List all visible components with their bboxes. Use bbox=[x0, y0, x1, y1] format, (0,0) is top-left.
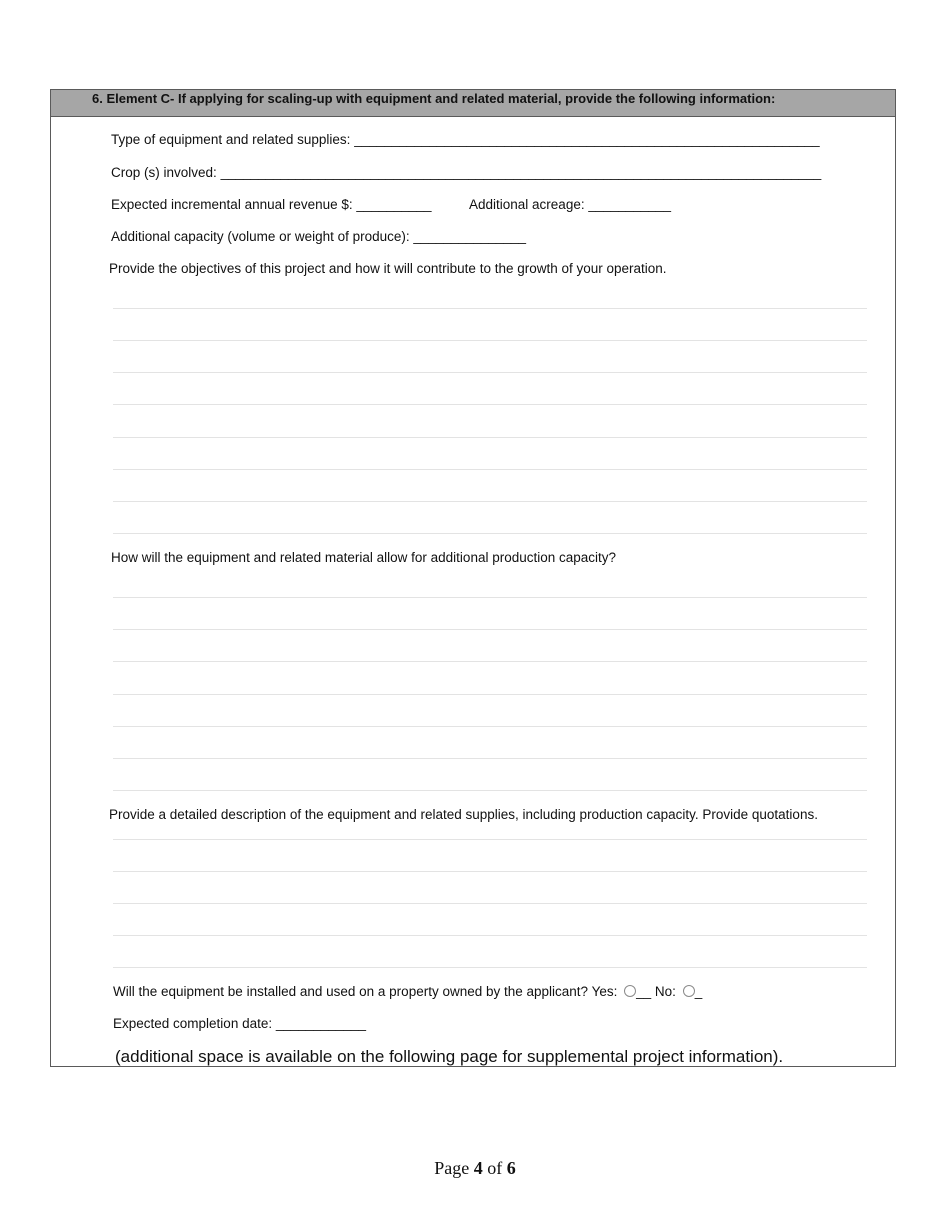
section-title: 6. Element C- If applying for scaling-up with equipment and related material, provide the following information: bbox=[51, 90, 895, 117]
acreage-label: Additional acreage: bbox=[469, 197, 585, 212]
answer-line bbox=[113, 661, 867, 662]
yes-blank: __ bbox=[636, 984, 652, 999]
answer-line bbox=[113, 967, 867, 968]
answer-line bbox=[113, 758, 867, 759]
answer-line bbox=[113, 340, 867, 341]
objectives-question: Provide the objectives of this project and how it will contribute to the growth of your operation. bbox=[109, 261, 667, 276]
answer-line bbox=[113, 469, 867, 470]
completion-date-label: Expected completion date: bbox=[113, 1016, 273, 1031]
acreage-blank[interactable]: ___________ bbox=[588, 197, 671, 212]
equipment-type-blank[interactable]: ______________________________________________________________ bbox=[354, 132, 820, 147]
answer-line bbox=[113, 597, 867, 598]
property-question-row bbox=[113, 984, 702, 999]
acreage-field[interactable] bbox=[469, 197, 671, 212]
answer-line bbox=[113, 790, 867, 791]
answer-line bbox=[113, 533, 867, 534]
answer-line bbox=[113, 871, 867, 872]
capacity-label: Additional capacity (volume or weight of produce): bbox=[111, 229, 410, 244]
total-pages: 6 bbox=[506, 1158, 516, 1178]
answer-line bbox=[113, 501, 867, 502]
revenue-field[interactable] bbox=[111, 197, 432, 212]
production-question: How will the equipment and related material allow for additional production capacity? bbox=[111, 550, 617, 565]
page-word: Page bbox=[434, 1158, 470, 1178]
page-number bbox=[0, 1158, 950, 1179]
answer-line bbox=[113, 437, 867, 438]
crop-blank[interactable]: ________________________________________________________________________________ bbox=[220, 165, 822, 180]
answer-line bbox=[113, 903, 867, 904]
completion-date-blank[interactable]: ____________ bbox=[275, 1016, 366, 1031]
answer-line bbox=[113, 935, 867, 936]
capacity-field[interactable] bbox=[111, 229, 526, 244]
completion-date-field[interactable] bbox=[113, 1016, 366, 1031]
element-c-section bbox=[50, 89, 896, 1067]
no-label: No: bbox=[654, 984, 676, 999]
supplemental-note: (additional space is available on the following page for supplemental project information). bbox=[115, 1047, 784, 1066]
of-word: of bbox=[487, 1158, 503, 1178]
current-page: 4 bbox=[473, 1158, 483, 1178]
answer-line bbox=[113, 629, 867, 630]
crop-field[interactable] bbox=[111, 165, 821, 180]
answer-line bbox=[113, 694, 867, 695]
answer-line bbox=[113, 308, 867, 309]
answer-line bbox=[113, 372, 867, 373]
answer-line bbox=[113, 839, 867, 840]
capacity-blank[interactable]: _______________ bbox=[413, 229, 527, 244]
revenue-label: Expected incremental annual revenue $: bbox=[111, 197, 353, 212]
revenue-blank[interactable]: __________ bbox=[356, 197, 432, 212]
crop-label: Crop (s) involved: bbox=[111, 165, 217, 180]
description-question: Provide a detailed description of the equipment and related supplies, including production capacity. Provide quotations. bbox=[109, 807, 818, 822]
yes-radio[interactable] bbox=[624, 985, 636, 997]
equipment-type-field[interactable] bbox=[111, 132, 820, 147]
equipment-type-label: Type of equipment and related supplies: bbox=[111, 132, 351, 147]
no-radio[interactable] bbox=[683, 985, 695, 997]
property-question: Will the equipment be installed and used on a property owned by the applicant? Yes: bbox=[113, 984, 618, 999]
answer-line bbox=[113, 726, 867, 727]
answer-line bbox=[113, 404, 867, 405]
no-blank: _ bbox=[694, 984, 703, 999]
